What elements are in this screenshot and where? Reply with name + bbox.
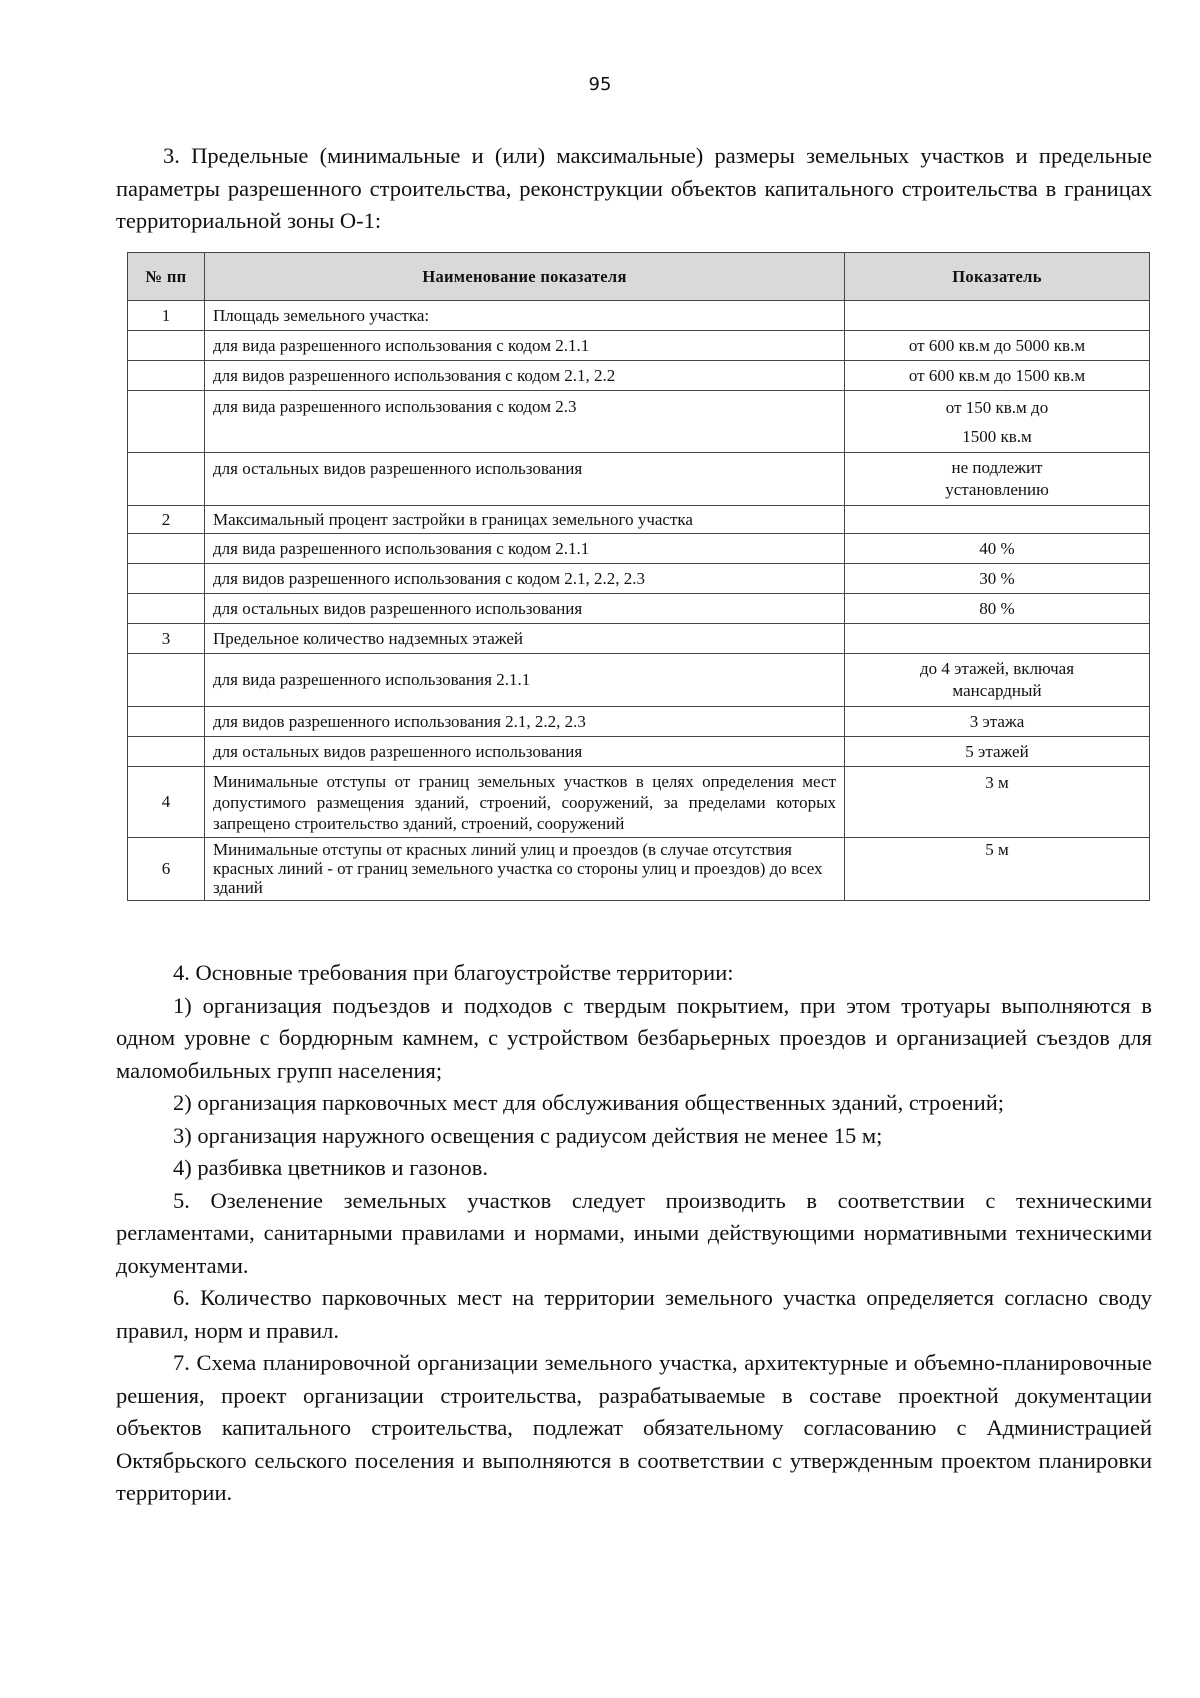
table-row [128, 767, 1150, 838]
row-num [128, 453, 205, 506]
paragraph-4-4: 4) разбивка цветников и газонов. [173, 1155, 488, 1180]
row-num [128, 737, 205, 767]
table-row [128, 564, 1150, 594]
row-num [128, 534, 205, 564]
paragraph-7: 7. Схема планировочной организации земельного участка, архитектурные и объемно-планировочные решения, проект организации строительства, разрабатываемые в составе проектной документации объектов капитального строительства, подлежат обязательному согласованию с Администрацией Октябрьского сельского поселения и выполняются в соответствии с утвержденным проектом планировки территории. [116, 1350, 1152, 1505]
paragraph-4-3: 3) организация наружного освещения с радиусом действия не менее 15 м; [173, 1122, 883, 1148]
row-value: 3 этажа [845, 707, 1150, 737]
table-row [128, 838, 1150, 901]
table-header-row [128, 253, 1150, 301]
parameters-table [127, 252, 1150, 901]
row-value [845, 453, 1150, 506]
row-value: от 600 кв.м до 1500 кв.м [845, 361, 1150, 391]
row-name: для вида разрешенного использования с кодом 2.1.1 [205, 534, 845, 564]
paragraph-4: 4. Основные требования при благоустройстве территории: [173, 960, 734, 985]
table-row [128, 331, 1150, 361]
row-num: 3 [128, 624, 205, 654]
table-row [128, 707, 1150, 737]
row-value: 80 % [845, 594, 1150, 624]
row-value: 3 м [845, 767, 1150, 838]
row-num [128, 654, 205, 707]
row-num: 4 [128, 767, 205, 838]
paragraph-5: 5. Озеленение земельных участков следует производить в соответствии с техническими регламентами, санитарными правилами и нормами, иными действующими нормативными техническими документами. [116, 1187, 1152, 1278]
table-row [128, 594, 1150, 624]
row-num [128, 361, 205, 391]
row-num [128, 564, 205, 594]
table-row [128, 453, 1150, 506]
row-value [845, 391, 1150, 453]
row-name: для остальных видов разрешенного использования [205, 594, 845, 624]
row-name: для остальных видов разрешенного использования [205, 453, 845, 506]
table-row [128, 506, 1150, 534]
row-num: 1 [128, 301, 205, 331]
row-name: для вида разрешенного использования с кодом 2.3 [205, 391, 845, 453]
row-value: 5 этажей [845, 737, 1150, 767]
header-name: Наименование показателя [205, 253, 845, 301]
row-value: 5 м [845, 838, 1150, 901]
row-name: для видов разрешенного использования 2.1, 2.2, 2.3 [205, 707, 845, 737]
row-name: Максимальный процент застройки в границах земельного участка [205, 506, 845, 534]
table-row [128, 654, 1150, 707]
row-value [845, 506, 1150, 534]
row-num: 2 [128, 506, 205, 534]
paragraph-4-2: 2) организация парковочных мест для обслуживания общественных зданий, строений; [173, 1090, 1005, 1115]
row-num: 6 [128, 838, 205, 901]
row-value [845, 624, 1150, 654]
paragraph-6: 6. Количество парковочных мест на территории земельного участка определяется согласно своду правил, норм и правил. [116, 1285, 1152, 1343]
table-row [128, 301, 1150, 331]
row-value: 40 % [845, 534, 1150, 564]
table-row [128, 391, 1150, 453]
table-row [128, 624, 1150, 654]
body-text [116, 957, 1152, 1510]
row-value [845, 301, 1150, 331]
row-num [128, 707, 205, 737]
header-value: Показатель [845, 253, 1150, 301]
paragraph-4-1: 1) организация подъездов и подходов с твердым покрытием, при этом тротуары выполняются в одном уровне с бордюрным камнем, с устройством безбарьерных проездов и организацией съездов для маломобильных групп населения; [116, 992, 1152, 1083]
row-value-line2: 1500 кв.м [962, 427, 1032, 446]
row-value: 30 % [845, 564, 1150, 594]
header-num: № пп [128, 253, 205, 301]
row-num [128, 331, 205, 361]
row-value-line2: мансардный [952, 681, 1042, 700]
row-value-line2: установлению [945, 480, 1049, 499]
row-value-line1: до 4 этажей, включая [919, 659, 1075, 678]
row-value: от 600 кв.м до 5000 кв.м [845, 331, 1150, 361]
row-name: для остальных видов разрешенного использования [205, 737, 845, 767]
row-name: Предельное количество надземных этажей [205, 624, 845, 654]
table-row [128, 737, 1150, 767]
intro-paragraph: 3. Предельные (минимальные и (или) максимальные) размеры земельных участков и предельные параметры разрешенного строительства, реконструкции объектов капитального строительства в границах территориальной зоны О-1: [116, 143, 1152, 233]
table-row [128, 361, 1150, 391]
row-name: Площадь земельного участка: [205, 301, 845, 331]
row-name: для вида разрешенного использования с кодом 2.1.1 [205, 331, 845, 361]
row-name: для видов разрешенного использования с кодом 2.1, 2.2 [205, 361, 845, 391]
row-value-line1: от 150 кв.м до [945, 398, 1049, 417]
row-name: для вида разрешенного использования 2.1.1 [205, 654, 845, 707]
row-num [128, 594, 205, 624]
page-number: 95 [588, 74, 612, 95]
row-name: Минимальные отступы от границ земельных участков в целях определения мест допустимого размещения зданий, строений, сооружений, за пределами которых запрещено строительство зданий, строений, сооружений [205, 767, 845, 838]
row-name: Минимальные отступы от красных линий улиц и проездов (в случае отсутствия красных линий - от границ земельного участка со стороны улиц и проездов) до всех зданий [205, 838, 845, 901]
row-name: для видов разрешенного использования с кодом 2.1, 2.2, 2.3 [205, 564, 845, 594]
row-value [845, 654, 1150, 707]
table-row [128, 534, 1150, 564]
row-value-line1: не подлежит [951, 458, 1043, 477]
row-num [128, 391, 205, 453]
